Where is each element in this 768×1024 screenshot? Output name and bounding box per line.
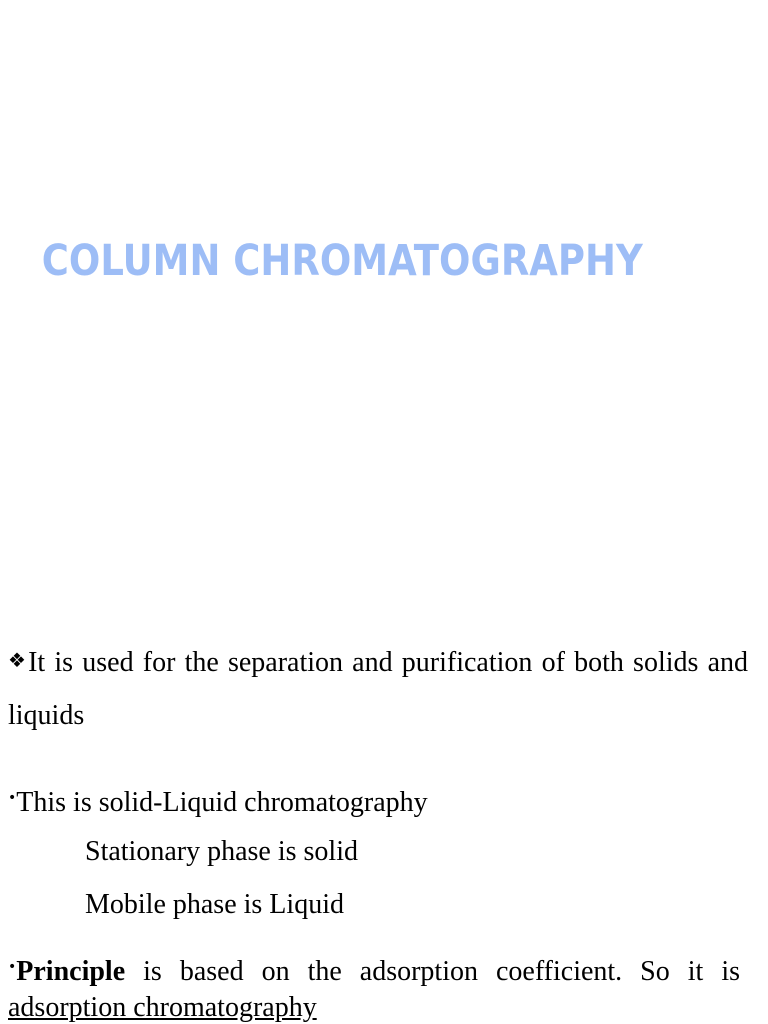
bullet-solid-liquid-text: This is solid-Liquid chromatography [16,787,428,818]
bullet-icon: • [8,959,17,975]
page-title: COLUMN CHROMATOGRAPHY [41,236,643,286]
bullet-solid-liquid [8,781,428,820]
sub-item-mobile-phase: Mobile phase is Liquid [85,889,344,920]
paragraph-usage [8,634,748,742]
principle-text: is based on the adsorption coefficient. So it is [125,956,740,987]
bullet-icon: • [8,790,17,806]
adsorption-chromatography-term: adsorption chromatography [8,992,317,1023]
principle-term: Principle [16,956,126,987]
paragraph-principle [8,949,740,1024]
sub-item-stationary-phase: Stationary phase is solid [85,836,358,867]
paragraph-usage-text: It is used for the separation and purification of both solids and liquids [8,647,748,731]
diamond-bullet-icon: ❖ [8,648,29,672]
